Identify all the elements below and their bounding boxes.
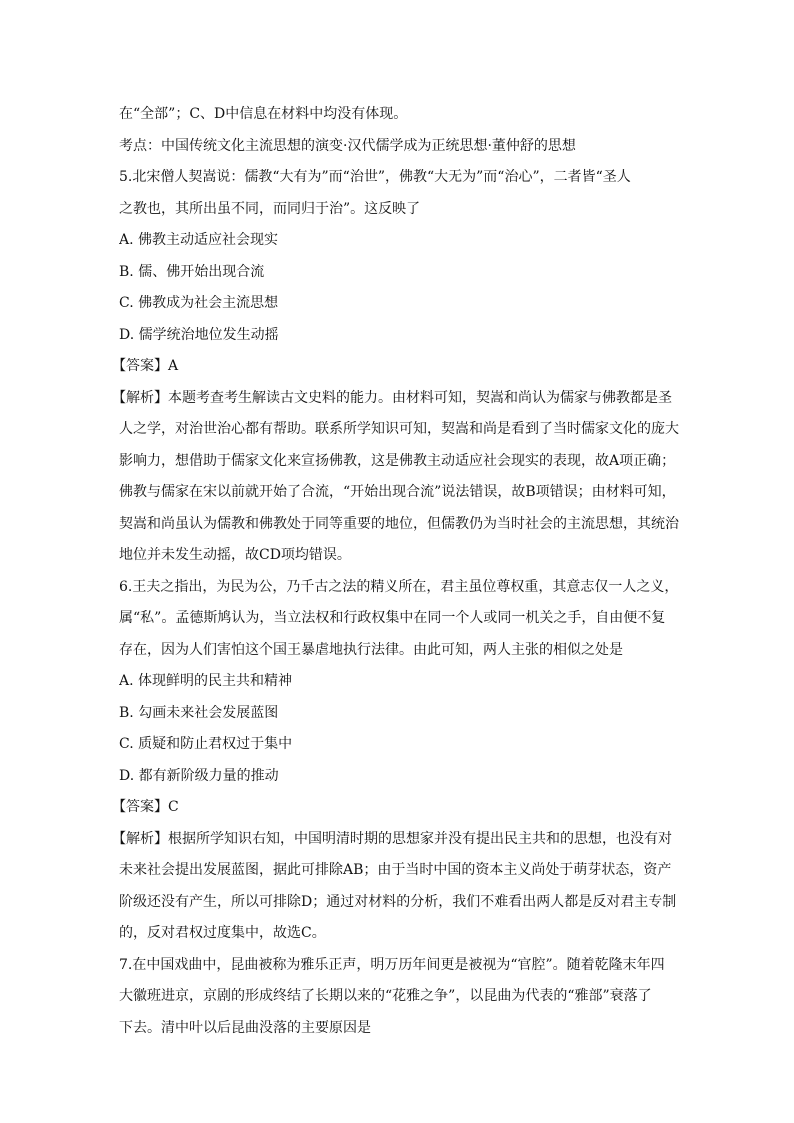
question-5-analysis: 影响力，想借助于儒家文化来宣扬佛教，这是佛教主动适应社会现实的表现，故A项正确； (119, 452, 676, 469)
question-5-stem: 之教也，其所出虽不同，而同归于治”。这反映了 (119, 200, 421, 217)
question-6-analysis: 未来社会提出发展蓝图，据此可排除AB；由于当时中国的资本主义尚处于萌芽状态，资产 (119, 862, 672, 878)
question-6-option-d: D. 都有新阶级力量的推动 (119, 767, 279, 784)
question-6-option-a: A. 体现鲜明的民主共和精神 (119, 673, 293, 689)
question-6-option-c: C. 质疑和防止君权过于集中 (119, 736, 293, 752)
question-6-stem: 6.王夫之指出，为民为公，乃千古之法的精义所在，君主虽位尊权重，其意志仅一人之义， (119, 578, 679, 595)
question-6-answer: 【答案】C (112, 799, 179, 815)
question-6-analysis: 阶级还没有产生，所以可排除D；通过对材料的分析，我们不难看出两人都是反对君主专制 (119, 893, 677, 910)
document-body (112, 99, 679, 1044)
text-line: 在“全部”；C、D中信息在材料中均没有体现。 (119, 106, 408, 122)
question-5-option-b: B. 儒、佛开始出现合流 (119, 263, 265, 280)
question-5-answer: 【答案】A (112, 358, 179, 374)
question-6-stem: 属“私”。孟德斯鸠认为，当立法权和行政权集中在同一个人或同一机关之手，自由便不复 (119, 610, 666, 626)
question-6-stem: 存在，因为人们害怕这个国王暴虐地执行法律。由此可知，两人主张的相似之处是 (119, 641, 623, 658)
question-5-analysis: 【解析】本题考查考生解读古文史料的能力。由材料可知，契嵩和尚认为儒家与佛教都是圣 (112, 389, 672, 406)
question-5-analysis: 地位并未发生动摇，故CD项均错误。 (119, 547, 351, 563)
question-6-analysis: 【解析】根据所学知识右知，中国明清时期的思想家并没有提出民主共和的思想，也没有对 (112, 830, 672, 847)
question-7-stem: 大徽班进京，京剧的形成终结了长期以来的“花雅之争”，以昆曲为代表的“雅部”衰落了 (119, 988, 652, 1004)
question-5-option-a: A. 佛教主动适应社会现实 (119, 232, 279, 248)
question-6-analysis: 的，反对君权过度集中，故选C。 (119, 925, 326, 941)
exam-point-line: 考点：中国传统文化主流思想的演变·汉代儒学成为正统思想·董仲舒的思想 (119, 137, 576, 154)
question-6-option-b: B. 勾画未来社会发展蓝图 (119, 704, 279, 721)
question-5-analysis: 人之学，对治世治心都有帮助。联系所学知识可知，契嵩和尚是看到了当时儒家文化的庞大 (119, 421, 679, 437)
question-7-stem: 7.在中国戏曲中，昆曲被称为雅乐正声，明万历年间更是被视为“官腔”。随着乾隆末年四 (119, 956, 665, 973)
question-5-analysis: 佛教与儒家在宋以前就开始了合流，“开始出现合流”说法错误，故B项错误；由材料可知， (119, 484, 676, 500)
question-7-stem: 下去。清中叶以后昆曲没落的主要原因是 (119, 1019, 371, 1036)
question-5-option-c: C. 佛教成为社会主流思想 (119, 295, 279, 311)
question-5-stem: 5.北宋僧人契嵩说：儒教“大有为”而“治世”，佛教“大无为”而“治心”，二者皆“圣人 (119, 169, 631, 185)
question-5-analysis: 契嵩和尚虽认为儒教和佛教处于同等重要的地位，但儒教仍为当时社会的主流思想，其统治 (119, 515, 679, 532)
question-5-option-d: D. 儒学统治地位发生动摇 (119, 326, 279, 343)
